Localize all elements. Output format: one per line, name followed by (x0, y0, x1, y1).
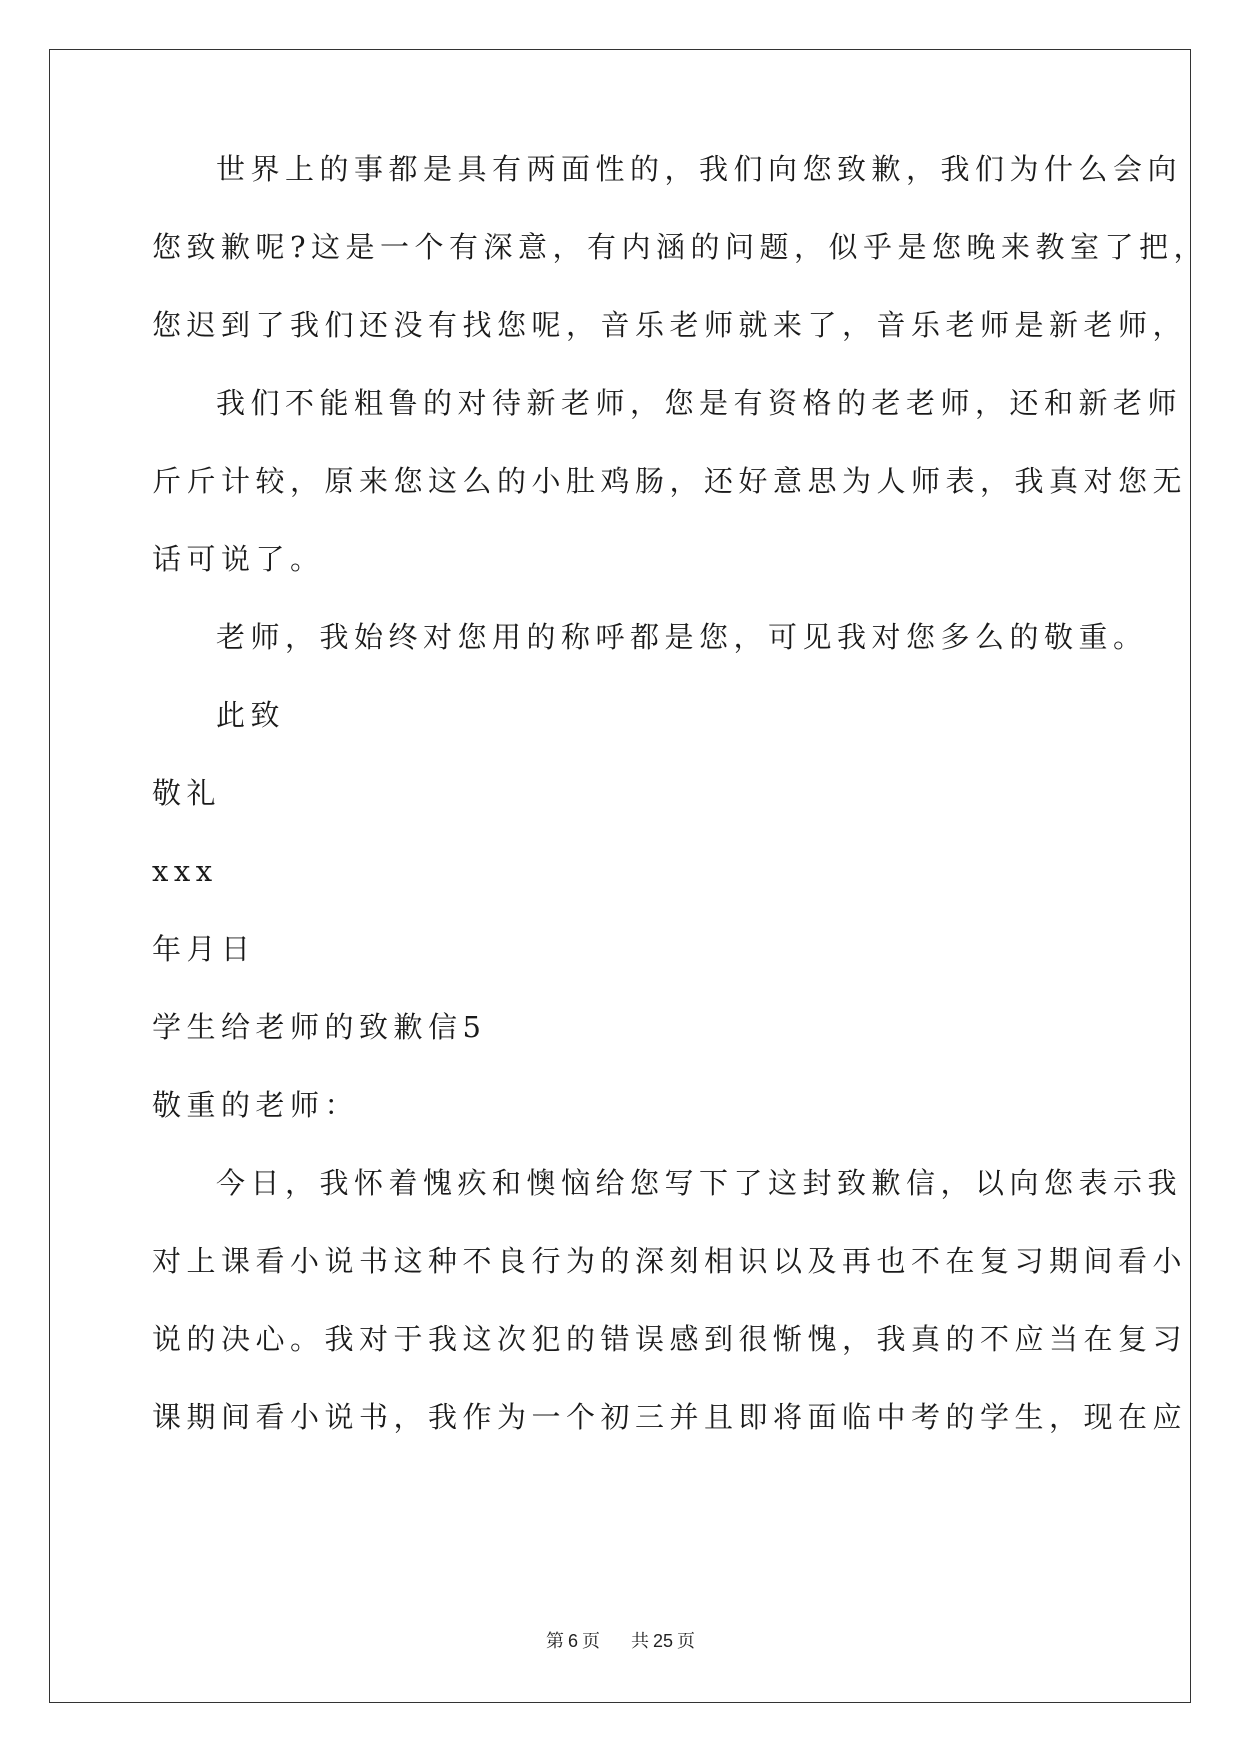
paragraph-line: 今日，我怀着愧疚和懊恼给您写下了这封致歉信，以向您表示我 (216, 1166, 1183, 1200)
paragraph-line: 对上课看小说书这种不良行为的深刻相识以及再也不在复习期间看小 (152, 1244, 1188, 1278)
paragraph-line: 您迟到了我们还没有找您呢，音乐老师就来了，音乐老师是新老师， (152, 308, 1188, 342)
salutation-line: 敬礼 (152, 776, 222, 810)
page-number-label (544, 1631, 602, 1652)
page-frame (49, 49, 1191, 1703)
page-prefix: 第 (546, 1631, 565, 1652)
total-suffix: 页 (676, 1631, 695, 1652)
section-title: 学生给老师的致歉信5 (152, 1010, 487, 1044)
greeting-line: 敬重的老师： (152, 1088, 360, 1122)
paragraph-line: 您致歉呢?这是一个有深意，有内涵的问题，似乎是您晚来教室了把， (152, 230, 1209, 264)
total-pages-label (629, 1631, 697, 1652)
paragraph-line: 话可说了。 (152, 542, 325, 576)
page-footer (0, 1627, 1241, 1653)
total-prefix: 共 (630, 1631, 649, 1652)
total-page-number: 25 (652, 1631, 673, 1651)
closing-line: 此致 (216, 698, 286, 732)
paragraph-line: 课期间看小说书，我作为一个初三并且即将面临中考的学生，现在应 (152, 1400, 1188, 1434)
signature-date: 年月日 (152, 932, 256, 966)
page-suffix: 页 (582, 1631, 601, 1652)
paragraph-line: 世界上的事都是具有两面性的，我们向您致歉，我们为什么会向 (216, 152, 1183, 186)
paragraph-line: 斤斤计较，原来您这么的小肚鸡肠，还好意思为人师表，我真对您无 (152, 464, 1188, 498)
paragraph-line: 我们不能粗鲁的对待新老师，您是有资格的老老师，还和新老师 (216, 386, 1183, 420)
paragraph-line: 老师，我始终对您用的称呼都是您，可见我对您多么的敬重。 (216, 620, 1148, 654)
current-page-number: 6 (568, 1631, 579, 1651)
paragraph-line: 说的决心。我对于我这次犯的错误感到很惭愧，我真的不应当在复习 (152, 1322, 1188, 1356)
signature-name: xxx (152, 854, 218, 888)
